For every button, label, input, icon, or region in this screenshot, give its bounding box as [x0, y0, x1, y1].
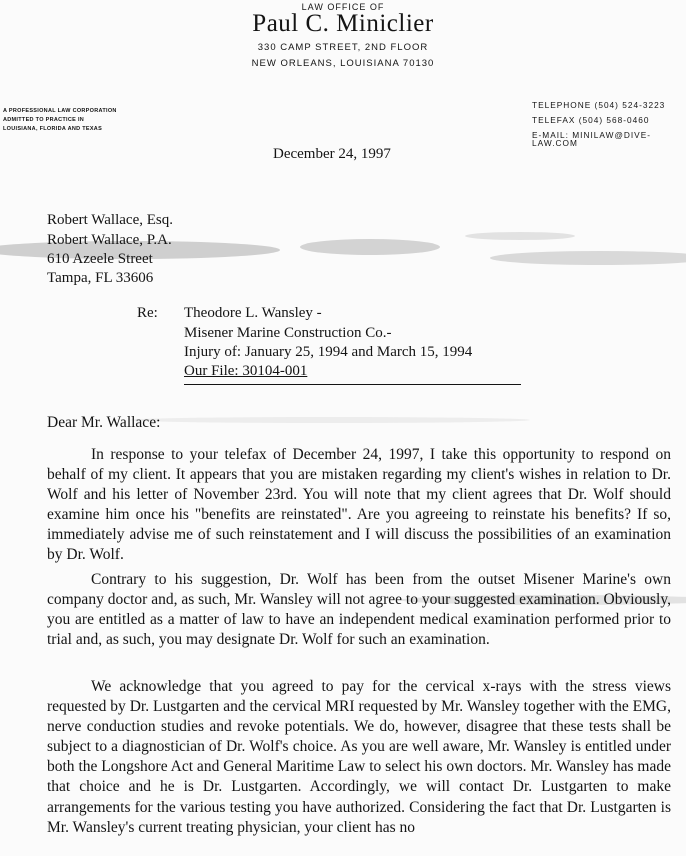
corp-line: A PROFESSIONAL LAW CORPORATION: [3, 108, 117, 114]
corp-line: LOUISIANA, FLORIDA AND TEXAS: [3, 126, 103, 132]
letter-date: December 24, 1997: [273, 146, 391, 162]
salutation: Dear Mr. Wallace:: [47, 414, 161, 431]
email: E-MAIL: MINILAW@DIVE-LAW.COM: [532, 130, 652, 149]
paragraph: In response to your telefax of December 24, 1997, I take this opportunity to respond on behalf of my client. It appears that you are mistaken regarding my client's wishes in relation to Dr. Wolf and his letter of November 23rd. You will note that my client agrees that Dr. Wolf should examine him once his "benefits are reinstated". Are you agreeing to reinstate his benefits? If so, immediately advise me of such reinstatement and I will discuss the possibilities of an examination by Dr. Wolf.: [47, 446, 671, 564]
firm-street: 330 CAMP STREET, 2ND FLOOR: [257, 42, 429, 53]
recipient-line: 610 Azeele Street: [47, 251, 153, 267]
paragraph: Contrary to his suggestion, Dr. Wolf has been from the outset Misener Marine's own company doctor and, as such, Mr. Wansley will not agree to your suggested examination. Obviously, you are entitled as a matter of law to have an independent medical examination performed prior to trial and, as such, you may designate Dr. Wolf for such an examination.: [47, 571, 671, 649]
letterhead-label: LAW OFFICE OF: [301, 2, 385, 12]
telephone: TELEPHONE (504) 524-3223: [532, 100, 666, 110]
file-rule: [184, 384, 521, 385]
telefax: TELEFAX (504) 568-0460: [532, 115, 650, 125]
firm-city: NEW ORLEANS, LOUISIANA 70130: [251, 58, 435, 69]
corp-line: ADMITTED TO PRACTICE IN: [3, 117, 85, 123]
re-line: Misener Marine Construction Co.-: [184, 325, 392, 341]
re-line: Theodore L. Wansley -: [184, 305, 322, 321]
paragraph: We acknowledge that you agreed to pay for the cervical x-rays with the stress views requested by Dr. Lustgarten and the cervical MRI requested by Mr. Wansley together with the EMG, nerve conduction studies and revoke potentials. We do, however, disagree that these tests shall be subject to a diagnostician of Dr. Wolf's choice. As you are well aware, Mr. Wansley is entitled under both the Longshore Act and General Maritime Law to select his own doctors. Mr. Wansley has made that choice and he is Dr. Lustgarten. Accordingly, we will contact Dr. Lustgarten to make arrangements for the various testing you have authorized. Considering the fact that Dr. Lustgarten is Mr. Wansley's current treating physician, your client has no: [47, 678, 671, 836]
re-line: Injury of: January 25, 1994 and March 15, 1994: [184, 344, 473, 360]
recipient-line: Robert Wallace, P.A.: [47, 232, 172, 248]
recipient-line: Robert Wallace, Esq.: [47, 212, 173, 228]
firm-name: Paul C. Miniclier: [252, 10, 434, 37]
re-file-line: Our File: 30104-001: [184, 363, 308, 379]
recipient-line: Tampa, FL 33606: [47, 270, 154, 286]
re-label: Re:: [137, 305, 158, 321]
